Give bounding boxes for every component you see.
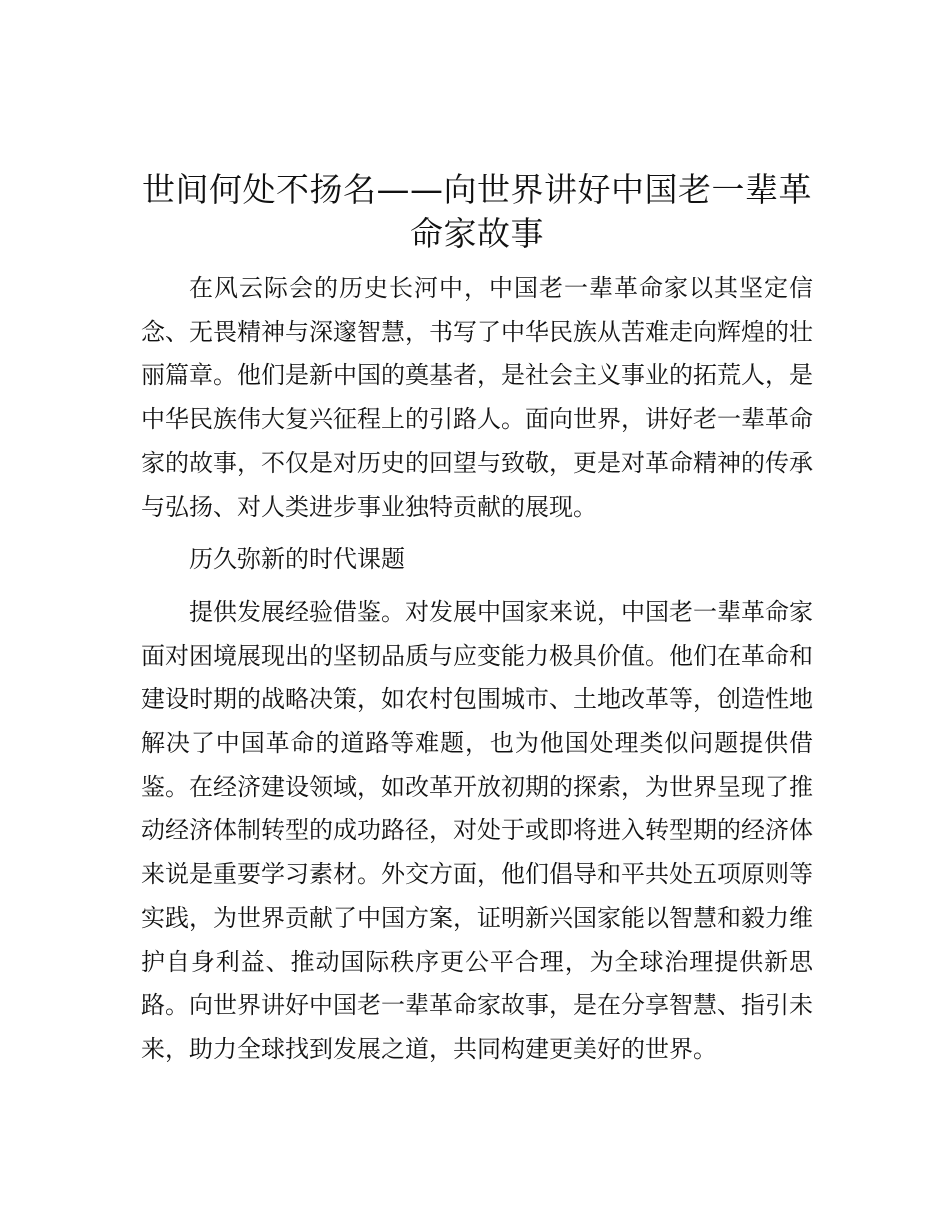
intro-paragraph: 在风云际会的历史长河中，中国老一辈革命家以其坚定信念、无畏精神与深邃智慧，书写了中华民族从苦难走向辉煌的壮丽篇章。他们是新中国的奠基者，是社会主义事业的拓荒人，是中华民族伟大复兴征程上的引路人。面向世界，讲好老一辈革命家的故事，不仅是对历史的回望与致敬，更是对革命精神的传承与弘扬、对人类进步事业独特贡献的展现。 — [141, 274, 813, 521]
document-title: 世间何处不扬名——向世界讲好中国老一辈革命家故事 — [142, 170, 812, 253]
section-heading: 历久弥新的时代课题 — [189, 545, 405, 574]
document-page — [141, 168, 813, 1072]
body-paragraph: 提供发展经验借鉴。对发展中国家来说，中国老一辈革命家面对困境展现出的坚韧品质与应变能力极具价值。他们在革命和建设时期的战略决策，如农村包围城市、土地改革等，创造性地解决了中国革命的道路等难题，也为他国处理类似问题提供借鉴。在经济建设领域，如改革开放初期的探索，为世界呈现了推动经济体制转型的成功路径，对处于或即将进入转型期的经济体来说是重要学习素材。外交方面，他们倡导和平共处五项原则等实践，为世界贡献了中国方案，证明新兴国家能以智慧和毅力维护自身利益、推动国际秩序更公平合理，为全球治理提供新思路。向世界讲好中国老一辈革命家故事，是在分享智慧、指引未来，助力全球找到发展之道，共同构建更美好的世界。 — [141, 597, 813, 1063]
